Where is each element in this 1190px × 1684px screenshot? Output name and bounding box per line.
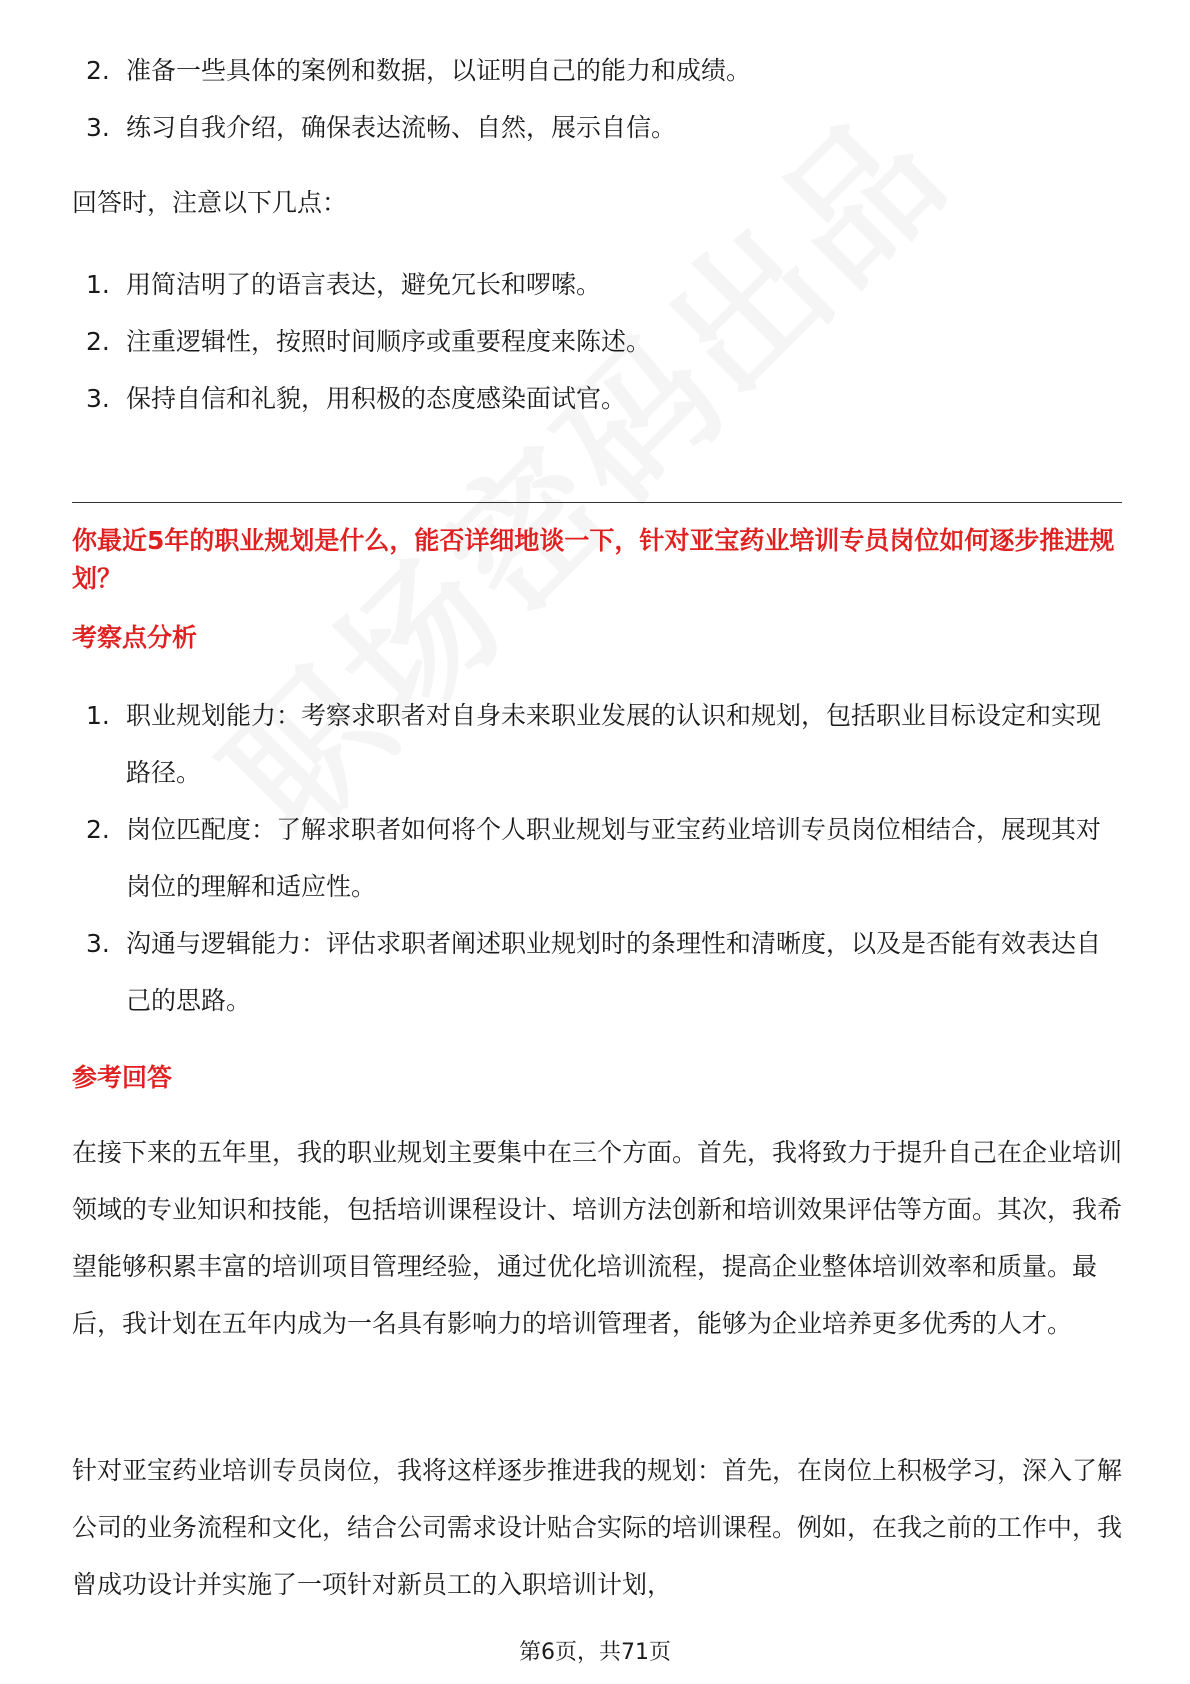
list-item: 1. 职业规划能力：考察求职者对自身未来职业发展的认识和规划，包括职业目标设定和实现路径。 <box>86 701 1102 787</box>
notes-intro: 回答时，注意以下几点： <box>72 188 348 217</box>
prep-list <box>72 42 1122 156</box>
list-item: 3. 练习自我介绍，确保表达流畅、自然，展示自信。 <box>86 113 677 142</box>
analysis-heading: 考察点分析 <box>72 623 198 652</box>
answer-paragraph-1: 在接下来的五年里，我的职业规划主要集中在三个方面。首先，我将致力于提升自己在企业培训领域的专业知识和技能，包括培训课程设计、培训方法创新和培训效果评估等方面。其次，我希望能够积累丰富的培训项目管理经验，通过优化培训流程，提高企业整体培训效率和质量。最后，我计划在五年内成为一名具有影响力的培训管理者，能够为企业培养更多优秀的人才。 <box>72 1138 1123 1338</box>
list-item: 3. 沟通与逻辑能力：评估求职者阐述职业规划时的条理性和清晰度，以及是否能有效表达自己的思路。 <box>86 929 1102 1015</box>
section-divider <box>72 502 1122 503</box>
question-title: 你最近5年的职业规划是什么，能否详细地谈一下，针对亚宝药业培训专员岗位如何逐步推进规划？ <box>72 526 1115 593</box>
list-item: 2. 准备一些具体的案例和数据，以证明自己的能力和成绩。 <box>86 56 752 85</box>
list-item: 2. 岗位匹配度：了解求职者如何将个人职业规划与亚宝药业培训专员岗位相结合，展现其对岗位的理解和适应性。 <box>86 815 1102 901</box>
answer-heading: 参考回答 <box>72 1063 173 1092</box>
notes-list <box>72 256 1122 427</box>
list-item: 2. 注重逻辑性，按照时间顺序或重要程度来陈述。 <box>86 327 652 356</box>
list-item: 1. 用简洁明了的语言表达，避免冗长和啰嗦。 <box>86 270 602 299</box>
analysis-list <box>72 687 1122 1029</box>
answer-paragraph-2: 针对亚宝药业培训专员岗位，我将这样逐步推进我的规划：首先，在岗位上积极学习，深入了解公司的业务流程和文化，结合公司需求设计贴合实际的培训课程。例如，在我之前的工作中，我曾成功设计并实施了一项针对新员工的入职培训计划， <box>72 1456 1123 1599</box>
list-item: 3. 保持自信和礼貌，用积极的态度感染面试官。 <box>86 384 627 413</box>
page-footer: 第6页，共71页 <box>519 1640 671 1665</box>
